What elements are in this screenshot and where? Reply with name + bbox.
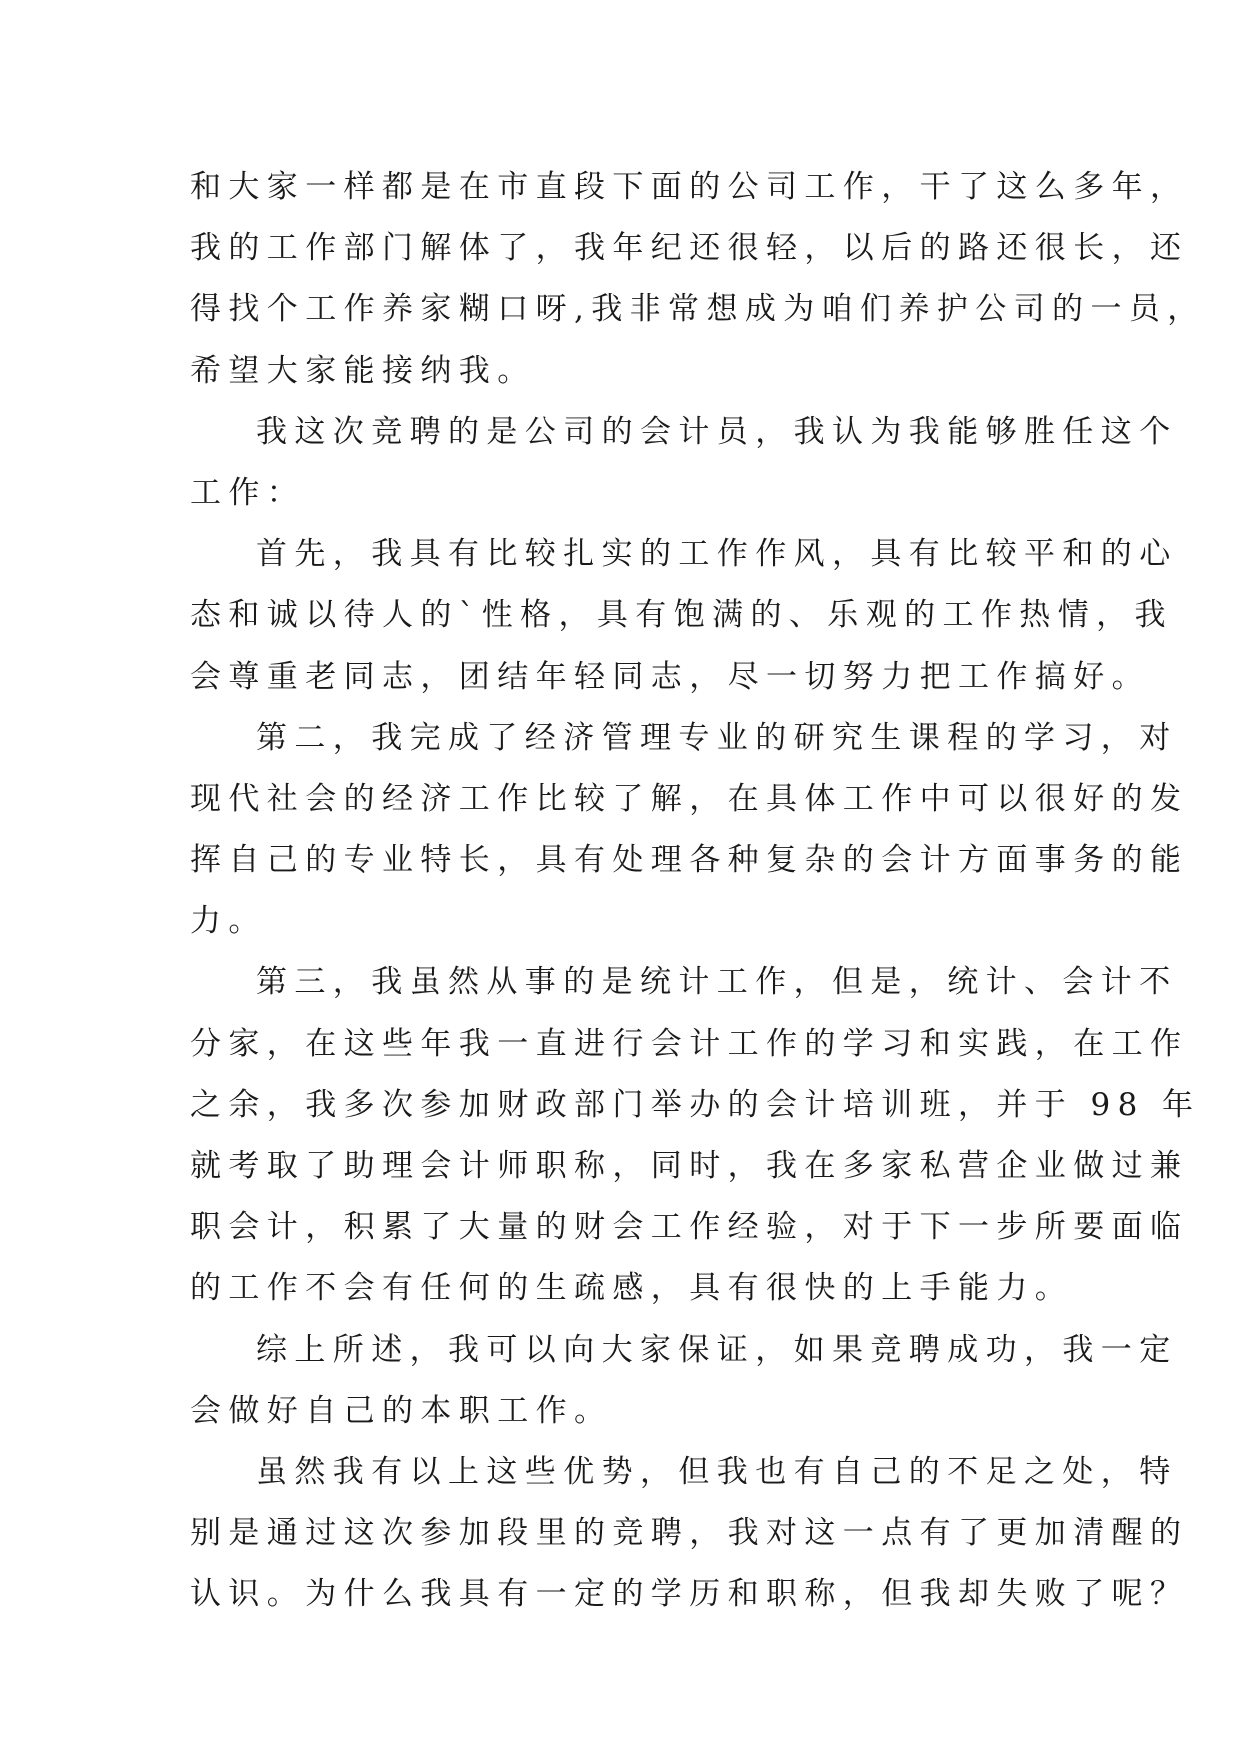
paragraph-first-line: 虽然我有以上这些优势，但我也有自己的不足之处，特 <box>256 1453 1178 1490</box>
text-line: 现代社会的经济工作比较了解，在具体工作中可以很好的发 <box>190 780 1189 817</box>
paragraph-first-line: 综上所述，我可以向大家保证，如果竞聘成功，我一定 <box>256 1331 1178 1368</box>
text-line: 别是通过这次参加段里的竞聘，我对这一点有了更加清醒的 <box>190 1515 1189 1552</box>
text-line: 和大家一样都是在市直段下面的公司工作，干了这么多年， <box>190 169 1189 205</box>
text-line: 态和诚以待人的`性格，具有饱满的、乐观的工作热情，我 <box>190 597 1173 634</box>
text-line: 挥自己的专业特长，具有处理各种复杂的会计方面事务的能 <box>190 842 1189 879</box>
text-line: 分家，在这些年我一直进行会计工作的学习和实践，在工作 <box>190 1025 1189 1062</box>
text-line: 之余，我多次参加财政部门举办的会计培训班，并于 98 年 <box>190 1086 1201 1123</box>
paragraph-first-line: 首先，我具有比较扎实的工作作风，具有比较平和的心 <box>256 536 1178 573</box>
text-line: 工作： <box>190 474 306 511</box>
text-line: 会做好自己的本职工作。 <box>190 1392 613 1429</box>
text-line: 力。 <box>190 903 267 940</box>
paragraph-first-line: 第二，我完成了经济管理专业的研究生课程的学习，对 <box>256 719 1178 756</box>
text-line: 我的工作部门解体了，我年纪还很轻，以后的路还很长，还 <box>190 230 1189 267</box>
paragraph-first-line: 我这次竞聘的是公司的会计员，我认为我能够胜任这个 <box>256 413 1178 450</box>
paragraph-first-line: 第三，我虽然从事的是统计工作，但是，统计、会计不 <box>256 964 1178 1001</box>
text-line: 认识。为什么我具有一定的学历和职称，但我却失败了呢？ <box>190 1576 1189 1613</box>
text-line: 会尊重老同志，团结年轻同志，尽一切努力把工作搞好。 <box>190 658 1150 695</box>
text-line: 的工作不会有任何的生疏感，具有很快的上手能力。 <box>190 1270 1074 1307</box>
text-line: 职会计，积累了大量的财会工作经验，对于下一步所要面临 <box>190 1209 1189 1246</box>
text-line: 得找个工作养家糊口呀,我非常想成为咱们养护公司的一员， <box>190 291 1206 328</box>
document-body <box>190 157 1206 1626</box>
text-line: 就考取了助理会计师职称，同时，我在多家私营企业做过兼 <box>190 1148 1189 1184</box>
text-line: 希望大家能接纳我。 <box>190 352 536 389</box>
